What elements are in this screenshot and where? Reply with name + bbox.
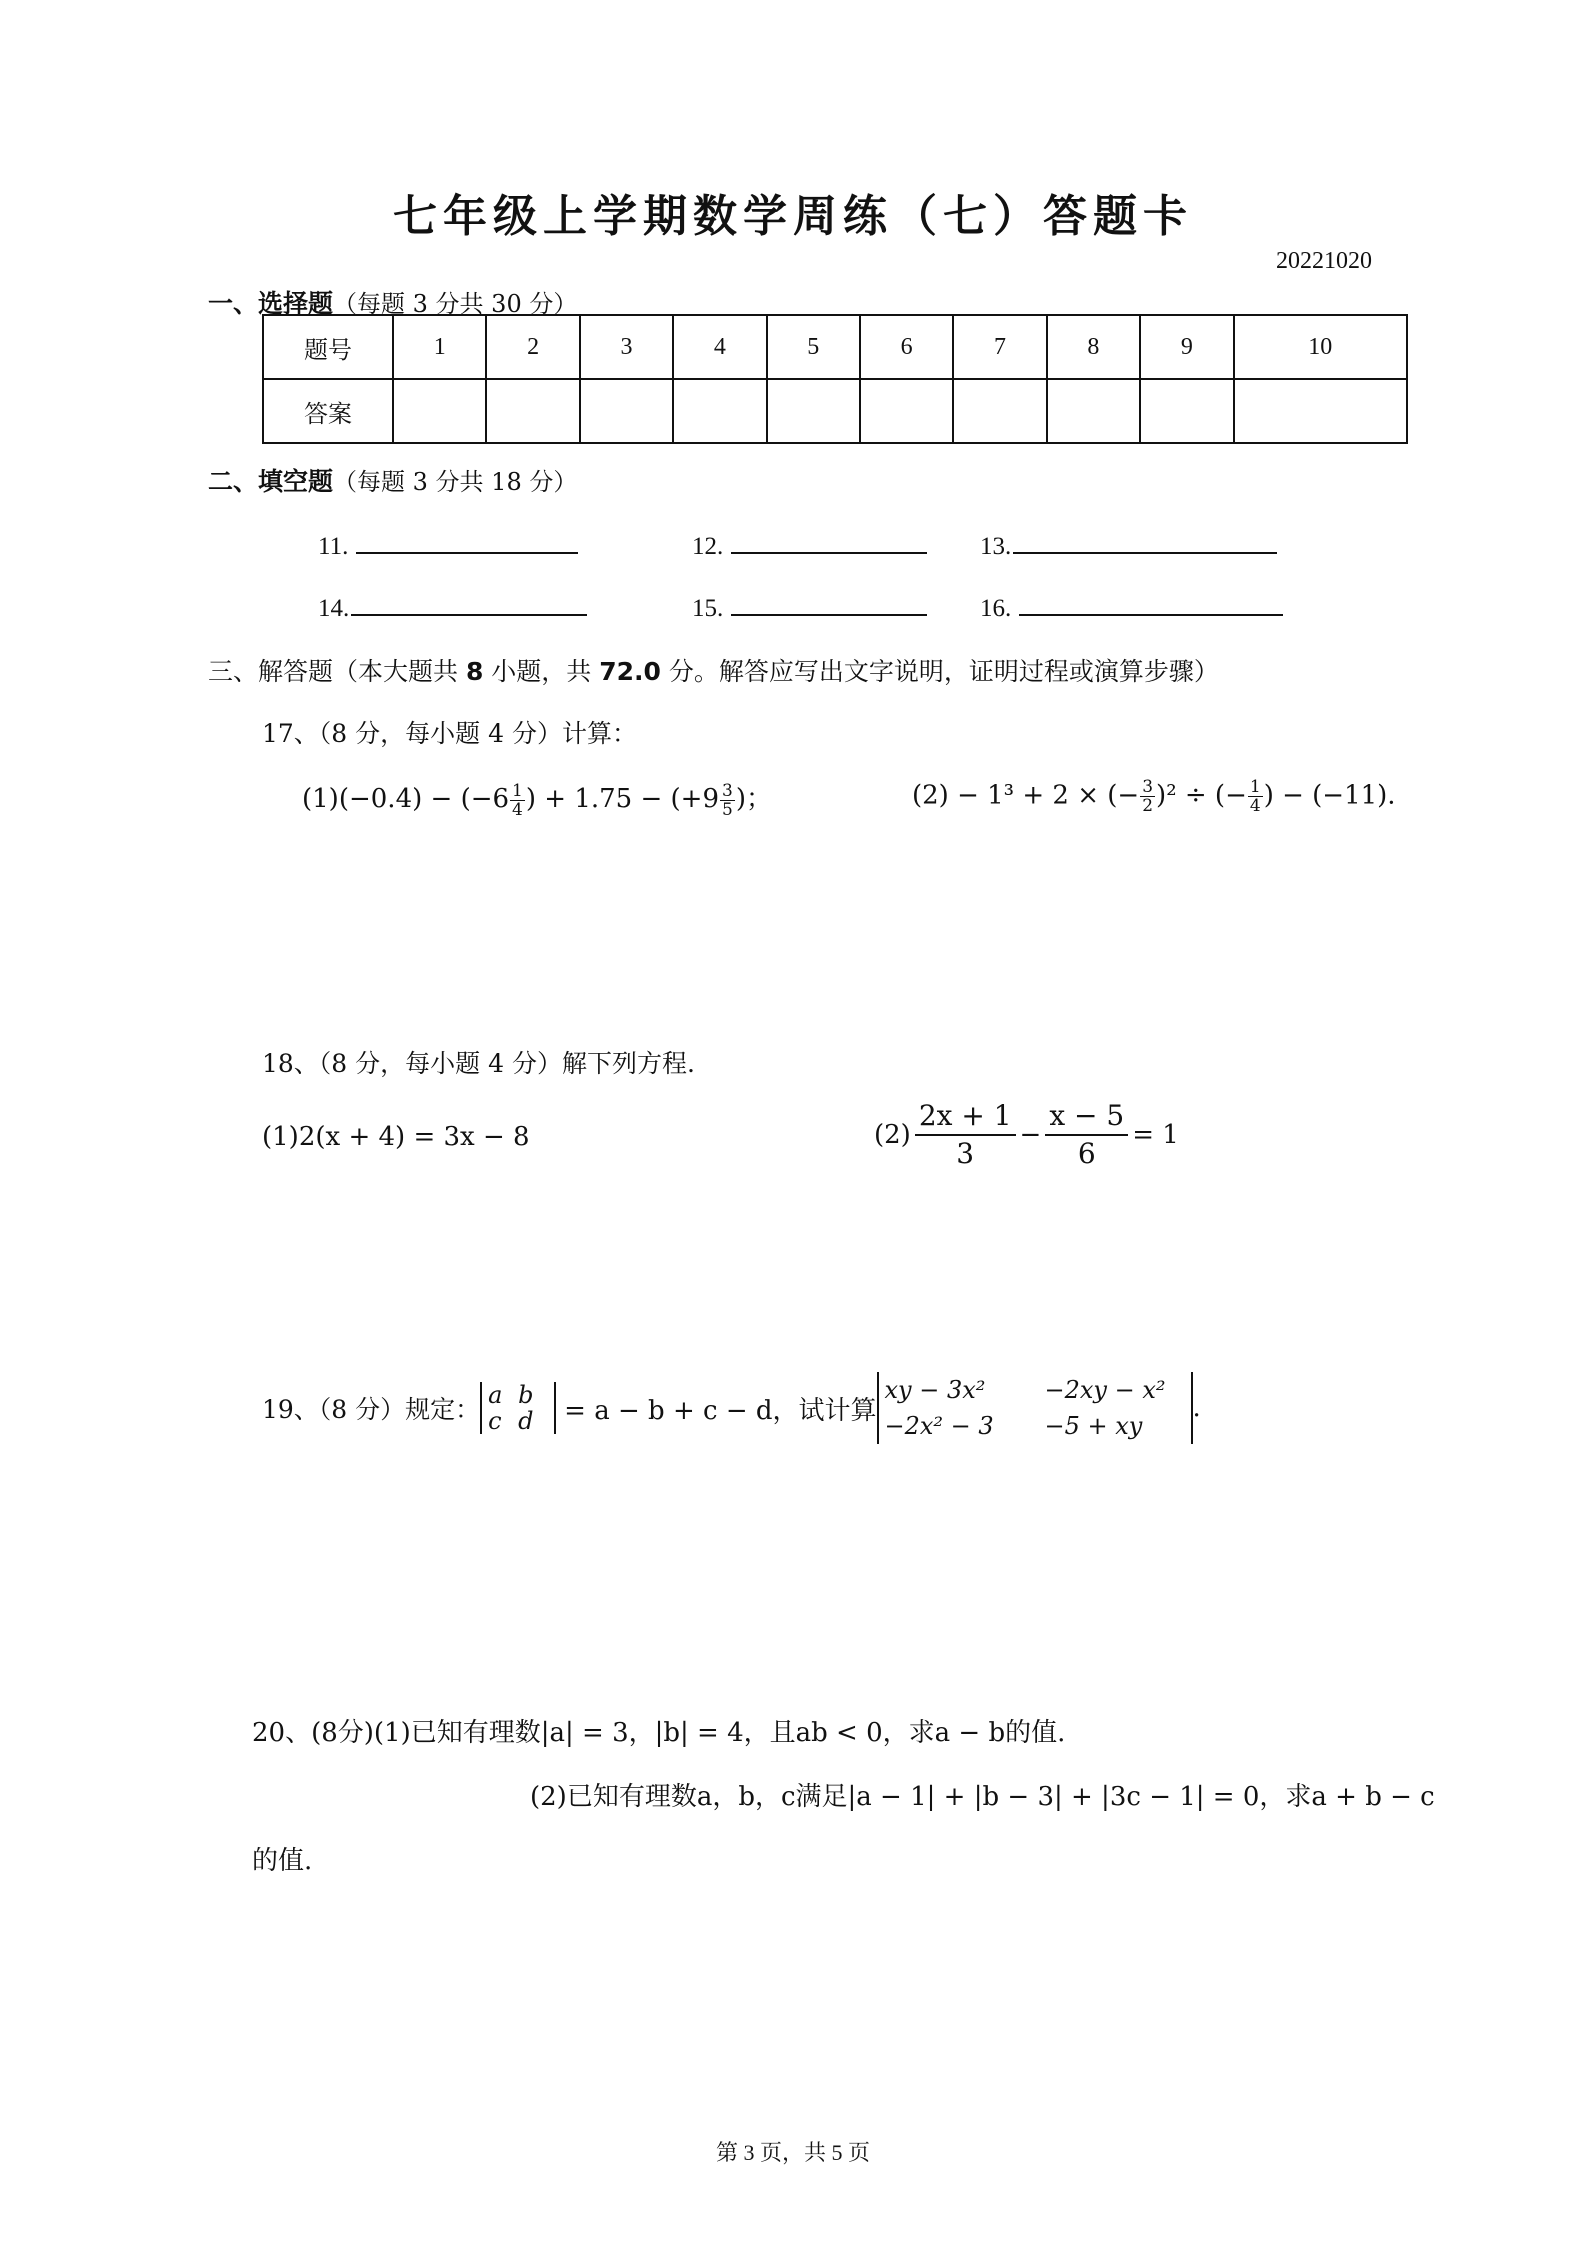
answer-cell[interactable] bbox=[1140, 379, 1233, 443]
blank-line[interactable] bbox=[731, 526, 927, 554]
blank-16 bbox=[980, 588, 1283, 623]
q18-p2-minus: − bbox=[1019, 1120, 1042, 1150]
q19-det-large bbox=[877, 1372, 1193, 1444]
blank-12 bbox=[692, 526, 927, 561]
number-row-label: 题号 bbox=[263, 315, 393, 379]
blank-line[interactable] bbox=[1019, 588, 1283, 616]
section3-heading-post: 分。解答应写出文字说明，证明过程或演算步骤） bbox=[660, 657, 1219, 686]
q20-line2: (2)已知有理数a，b，c满足|a − 1| + |b − 3| + |3c − 1| = 0，求a + b − c bbox=[530, 1782, 1435, 1812]
frac-numerator: 3 bbox=[722, 780, 733, 801]
answer-cell[interactable] bbox=[486, 379, 579, 443]
blank-label: 13. bbox=[980, 533, 1012, 560]
number-cell: 2 bbox=[486, 315, 579, 379]
det-cell: −5 + xy bbox=[1044, 1412, 1143, 1440]
number-cell: 3 bbox=[580, 315, 673, 379]
frac-denominator: 6 bbox=[1077, 1137, 1096, 1170]
section3-heading bbox=[208, 652, 1219, 688]
blank-line[interactable] bbox=[356, 526, 578, 554]
q18-part1: (1)2(x + 4) = 3x − 8 bbox=[262, 1122, 530, 1152]
blank-label: 15. bbox=[692, 595, 724, 622]
section2-title: 二、填空题 bbox=[208, 467, 334, 496]
section2-note: （每题 3 分共 18 分） bbox=[333, 468, 578, 496]
section1-note: （每题 3 分共 30 分） bbox=[333, 290, 578, 318]
q18-p2-pre: (2) bbox=[874, 1120, 911, 1150]
det-cell: a bbox=[488, 1381, 503, 1409]
blank-15 bbox=[692, 588, 927, 623]
blank-11 bbox=[318, 526, 578, 561]
number-cell: 10 bbox=[1234, 315, 1407, 379]
answer-cell[interactable] bbox=[393, 379, 486, 443]
answer-cell[interactable] bbox=[953, 379, 1046, 443]
frac-numerator: 1 bbox=[512, 780, 523, 801]
det-cell: d bbox=[518, 1407, 534, 1435]
number-cell: 8 bbox=[1047, 315, 1140, 379]
blank-label: 11. bbox=[318, 533, 349, 560]
q17-p2-frac2 bbox=[1248, 778, 1263, 815]
blank-line[interactable] bbox=[1013, 526, 1277, 554]
q19 bbox=[262, 1372, 1201, 1444]
q17-p2-frac1 bbox=[1140, 778, 1155, 815]
number-cell: 6 bbox=[860, 315, 953, 379]
answer-table-number-row bbox=[263, 315, 1407, 379]
q17-p2-c: ) − (−11). bbox=[1263, 780, 1396, 811]
answer-cell[interactable] bbox=[860, 379, 953, 443]
frac-denominator: 4 bbox=[512, 799, 523, 820]
number-cell: 4 bbox=[673, 315, 766, 379]
frac-denominator: 5 bbox=[722, 799, 733, 820]
answer-cell[interactable] bbox=[1047, 379, 1140, 443]
number-cell: 1 bbox=[393, 315, 486, 379]
q17-p2-a: (2) − 1³ + 2 × (− bbox=[912, 780, 1140, 811]
number-cell: 9 bbox=[1140, 315, 1233, 379]
number-cell: 5 bbox=[767, 315, 860, 379]
det-cell: b bbox=[518, 1381, 534, 1409]
q17-p1-frac2 bbox=[720, 782, 735, 819]
blank-label: 12. bbox=[692, 533, 724, 560]
q18-part2 bbox=[874, 1098, 1179, 1172]
q17-p1-frac1 bbox=[510, 782, 525, 819]
blank-line[interactable] bbox=[351, 588, 587, 616]
section1-title: 一、选择题 bbox=[208, 289, 334, 318]
det-cell: c bbox=[488, 1407, 502, 1435]
q20-line1: 20、(8分)(1)已知有理数|a| = 3，|b| = 4，且ab < 0，求a − b的值. bbox=[252, 1718, 1066, 1748]
frac-denominator: 3 bbox=[956, 1137, 975, 1170]
det-cell: −2xy − x² bbox=[1044, 1376, 1166, 1404]
det-cell: xy − 3x² bbox=[884, 1376, 986, 1404]
answer-table bbox=[262, 314, 1408, 444]
page-footer: 第 3 页，共 5 页 bbox=[715, 2140, 870, 2165]
q17-label: 17、（8 分，每小题 4 分）计算： bbox=[262, 719, 637, 748]
q19-rule: = a − b + c − d，试计算 bbox=[564, 1395, 877, 1426]
blank-line[interactable] bbox=[731, 588, 927, 616]
q18-p2-post: = 1 bbox=[1132, 1120, 1179, 1150]
section3-count: 8 bbox=[465, 657, 484, 686]
section3-heading-mid: 小题，共 bbox=[483, 657, 600, 686]
blank-14 bbox=[318, 588, 587, 623]
answer-cell[interactable] bbox=[673, 379, 766, 443]
q19-label: 19、（8 分）规定： bbox=[262, 1395, 481, 1424]
q17-p1-c: )； bbox=[735, 784, 772, 814]
frac-numerator: 2x + 1 bbox=[915, 1098, 1016, 1136]
number-cell: 7 bbox=[953, 315, 1046, 379]
section2-heading bbox=[208, 462, 577, 498]
q17-part1 bbox=[302, 778, 772, 819]
blank-label: 16. bbox=[980, 595, 1012, 622]
date-label: 20221020 bbox=[1276, 248, 1372, 274]
frac-denominator: 2 bbox=[1142, 796, 1154, 816]
q17-p1-a: (1)(−0.4) − (−6 bbox=[302, 784, 510, 814]
q18-label: 18、（8 分，每小题 4 分）解下列方程. bbox=[262, 1049, 695, 1078]
answer-cell[interactable] bbox=[580, 379, 673, 443]
q17-p2-b: )² ÷ (− bbox=[1156, 780, 1247, 811]
blank-13 bbox=[980, 526, 1277, 561]
det-cell: −2x² − 3 bbox=[884, 1412, 994, 1440]
answer-cell[interactable] bbox=[1234, 379, 1407, 443]
frac-numerator: 1 bbox=[1249, 777, 1261, 797]
blank-label: 14. bbox=[318, 595, 350, 622]
frac-denominator: 4 bbox=[1249, 796, 1261, 816]
q20-line3: 的值. bbox=[252, 1846, 313, 1876]
answer-table-answer-row bbox=[263, 379, 1407, 443]
section3-score: 72.0 bbox=[599, 657, 661, 686]
answer-cell[interactable] bbox=[767, 379, 860, 443]
q18-frac2 bbox=[1045, 1098, 1128, 1172]
answer-row-label: 答案 bbox=[263, 379, 393, 443]
q17-p1-b: ) + 1.75 − (+9 bbox=[525, 784, 720, 814]
q17-part2 bbox=[912, 778, 1396, 815]
frac-numerator: 3 bbox=[1142, 777, 1154, 797]
section3-heading-pre: 三、解答题（本大题共 bbox=[208, 657, 466, 686]
page-title: 七年级上学期数学周练（七）答题卡 bbox=[393, 191, 1193, 242]
q18-frac1 bbox=[915, 1098, 1016, 1172]
q19-det-small bbox=[480, 1382, 556, 1434]
q19-end: . bbox=[1192, 1393, 1201, 1423]
frac-numerator: x − 5 bbox=[1045, 1098, 1128, 1136]
